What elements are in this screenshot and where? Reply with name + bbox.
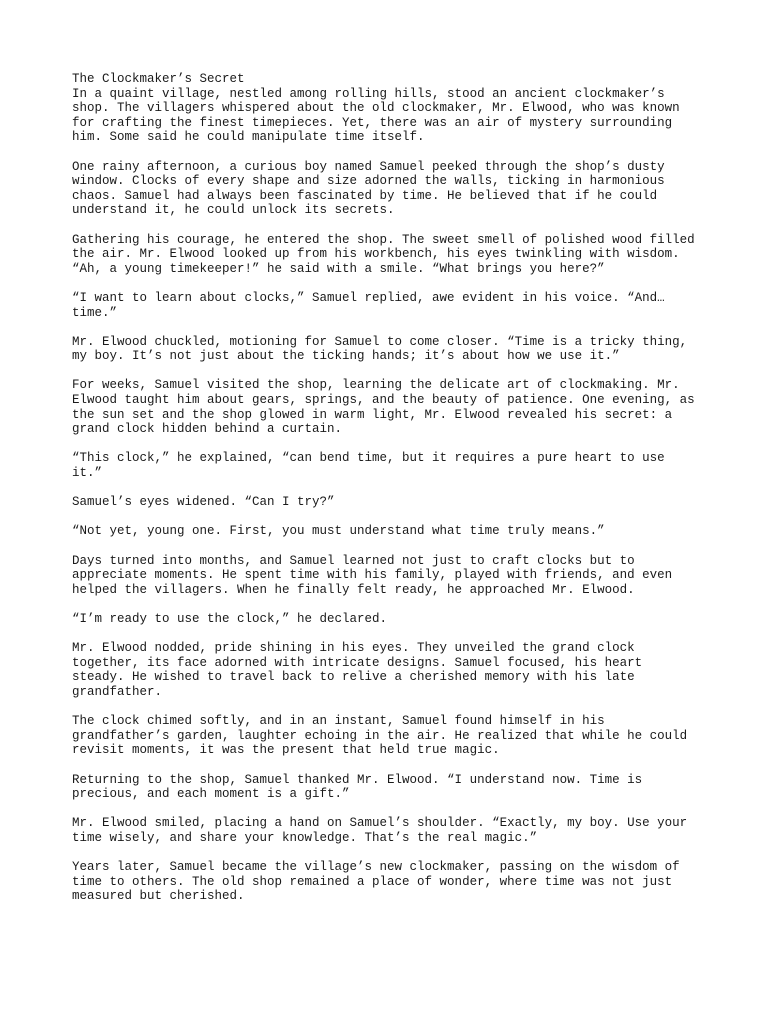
paragraph-1: In a quaint village, nestled among rolling hills, stood an ancient clockmaker’s shop. The villagers whispered about the old clockmaker, Mr. Elwood, who was known for crafting the finest timepieces. Yet, there was an air of mystery surrounding him. Some said he could manipulate time itself. [72,86,680,145]
paragraph-3: Gathering his courage, he entered the shop. The sweet smell of polished wood filled the air. Mr. Elwood looked up from his workbench, his eyes twinkling with wisdom. “Ah, a young timekeeper!” he said with a smile. “What brings you here?” [72,232,695,276]
paragraph-4: “I want to learn about clocks,” Samuel replied, awe evident in his voice. “And… time.” [72,290,665,320]
paragraph-5: Mr. Elwood chuckled, motioning for Samuel to come closer. “Time is a tricky thing, my boy. It’s not just about the ticking hands; it’s about how we use it.” [72,334,688,364]
paragraph-6: For weeks, Samuel visited the shop, learning the delicate art of clockmaking. Mr. Elwood taught him about gears, springs, and the beauty of patience. One evening, as the sun set and the shop glowed in warm light, Mr. Elwood revealed his secret: a grand clock hidden behind a curtain. [72,378,695,437]
document-page [72,72,704,918]
paragraph-10: Days turned into months, and Samuel learned not just to craft clocks but to appreciate moments. He spent time with his family, played with friends, and even helped the villagers. When he finally felt ready, he approached Mr. Elwood. [72,553,673,597]
document-title: The Clockmaker’s Secret [72,72,245,86]
paragraph-2: One rainy afternoon, a curious boy named Samuel peeked through the shop’s dusty window. Clocks of every shape and size adorned the walls, ticking in harmonious chaos. Samuel had always been fascinated by time. He believed that if he could understand it, he could unlock its secrets. [72,159,665,218]
paragraph-14: Returning to the shop, Samuel thanked Mr. Elwood. “I understand now. Time is precious, and each moment is a gift.” [72,772,643,802]
paragraph-8: Samuel’s eyes widened. “Can I try?” [72,495,335,510]
paragraph-11: “I’m ready to use the clock,” he declared. [72,611,388,626]
paragraph-16: Years later, Samuel became the village’s new clockmaker, passing on the wisdom of time to others. The old shop remained a place of wonder, where time was not just measured but cherished. [72,860,680,904]
paragraph-13: The clock chimed softly, and in an instant, Samuel found himself in his grandfather’s garden, laughter echoing in the air. He realized that while he could revisit moments, it was the present that held true magic. [72,714,688,758]
paragraph-12: Mr. Elwood nodded, pride shining in his eyes. They unveiled the grand clock together, its face adorned with intricate designs. Samuel focused, his heart steady. He wished to travel back to relive a cherished memory with his late grandfather. [72,641,643,699]
paragraph-9: “Not yet, young one. First, you must understand what time truly means.” [72,524,605,539]
paragraph-7: “This clock,” he explained, “can bend time, but it requires a pure heart to use it.” [72,451,665,481]
paragraph-15: Mr. Elwood smiled, placing a hand on Samuel’s shoulder. “Exactly, my boy. Use your time wisely, and share your knowledge. That’s the real magic.” [72,816,688,845]
